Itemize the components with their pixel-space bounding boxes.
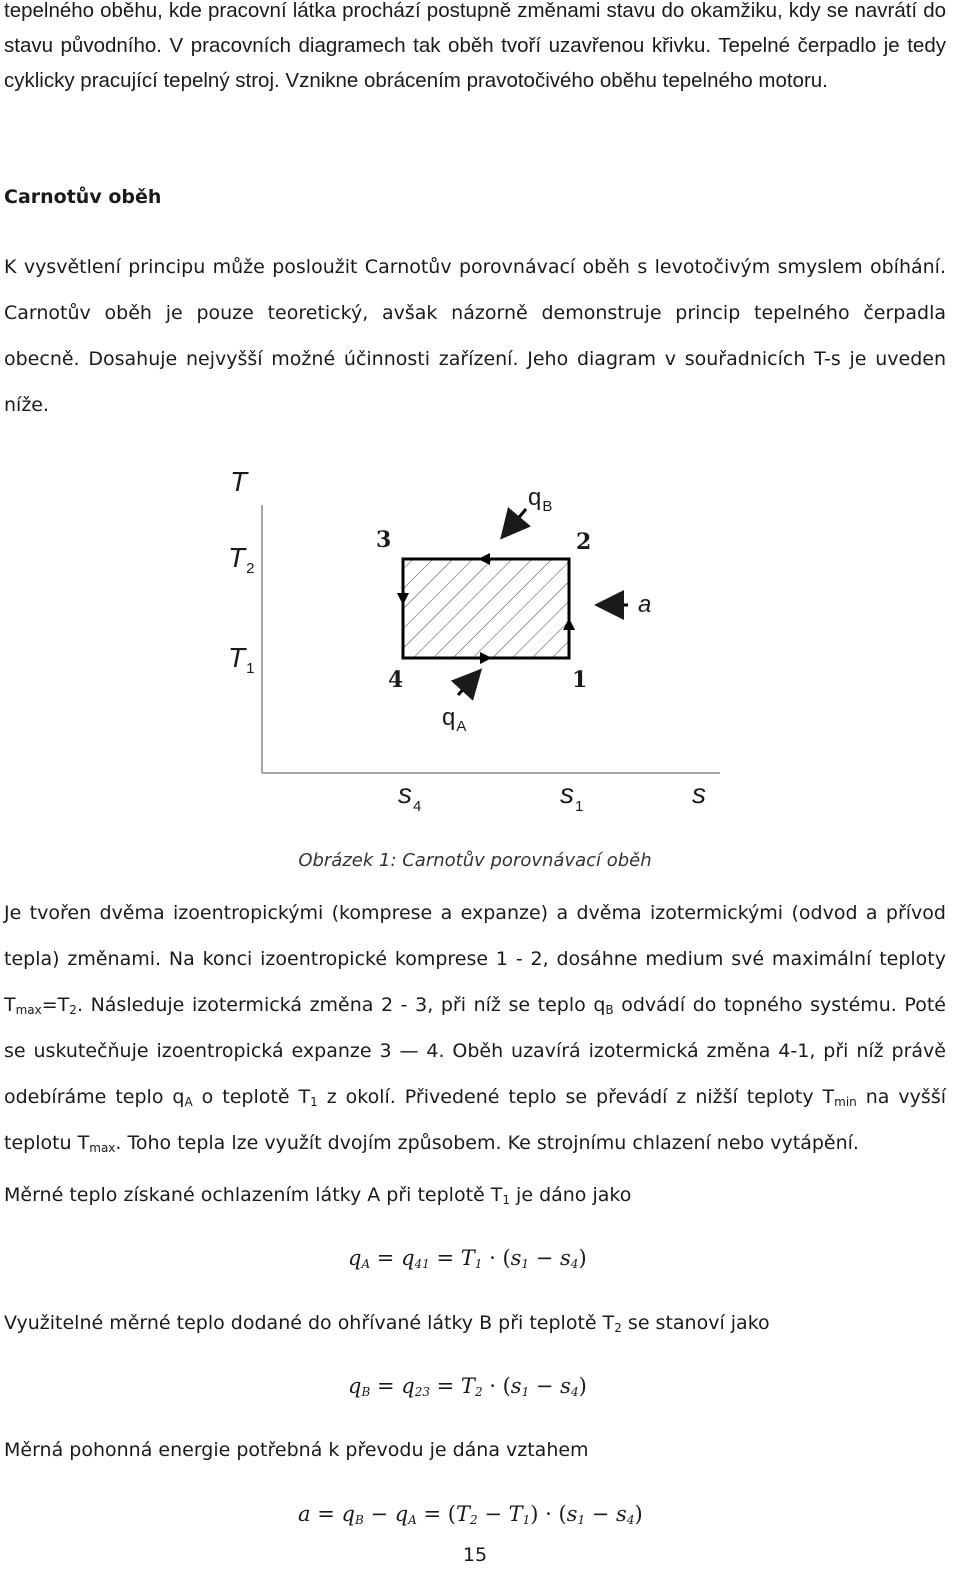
point-2: 2 (576, 529, 592, 555)
x-axis-label: s (692, 778, 706, 809)
intro-line: navrátí do stavu původního. V pracovních diagramech tak oběh tvoří uzavřenou křivku. Tepelné (4, 0, 946, 57)
section-heading: Carnotův oběh (4, 186, 162, 208)
equation-qb: $q_B = q_{23} = T_2 \cdot (s_1 - s_4)$ (348, 1374, 587, 1399)
a-label: a (638, 591, 652, 618)
drive-energy-paragraph: Měrná pohonná energie potřebná k převodu je dána vztahem (4, 1439, 589, 1461)
cooling-heat-paragraph: Měrné teplo získané ochlazením látky A při teplotě $T_1$ je dáno jako (4, 1184, 632, 1207)
intro-line: čerpadlo je tedy cyklicky pracující tepelný stroj. Vznikne obrácením pravotočivého oběhu (4, 34, 946, 92)
point-4: 4 (388, 667, 404, 693)
intro-paragraph (4, 0, 946, 98)
cycle-description-paragraph: Je tvořen dvěma izoentropickými (komprese a expanze) a dvěma izotermickými (odvod a přívod tepla) změnami. Na konci izoentropické komprese 1 - 2, dosáhne medium své maximální teploty $T_{max}=T_2$. Následuje izotermická změna 2 - 3, při níž se teplo $q_B$ odvádí do topného systému. Poté se uskutečňuje izoentropická expanze 3 — 4. Oběh uzavírá izotermická změna 4-1, při níž právě odebíráme teplo $q_A$ o teplotě $T_1$ z okolí. Přivedené teplo se převádí z nižší teploty $T_{min}$ na vyšší teplotu $T_{max}$. Toho tepla lze využít dvojím způsobem. Ke strojnímu chlazení nebo vytápění. (4, 902, 946, 1155)
point-1: 1 (572, 667, 588, 693)
figure-caption: Obrázek 1: Carnotův porovnávací oběh (298, 850, 652, 871)
equation-a: $a = q_B - q_A = (T_2 - T_1) \cdot (s_1 - s_4)$ (298, 1502, 643, 1527)
page-number: 15 (462, 1544, 488, 1566)
carnot-ts-diagram (220, 455, 740, 835)
t1-label: $T_1$ (228, 642, 255, 677)
cycle-area (403, 559, 569, 658)
s4-label: $s_4$ (398, 778, 422, 815)
section-paragraph: K vysvětlení principu může posloužit Carnotův porovnávací oběh s levotočivým smyslem obíhání. Carnotův oběh je pouze teoretický, avšak názorně demonstruje princip tepelného čerpadla obecně. Dosahuje nejvyšší možné účinnosti zařízení. Jeho diagram v souřadnicích T-s je uveden níže. (4, 256, 946, 416)
qb-label: $q_B$ (528, 484, 553, 515)
t2-label: $T_2$ (228, 542, 255, 577)
y-axis-label: T (230, 466, 248, 497)
point-3: 3 (376, 527, 392, 553)
qa-label: $q_A$ (442, 704, 467, 735)
s1-label: $s_1$ (560, 778, 584, 815)
equation-qa: $q_A = q_{41} = T_1 \cdot (s_1 - s_4)$ (348, 1246, 587, 1271)
intro-line: tepelného motoru. (662, 69, 828, 92)
qb-arrow (504, 509, 526, 535)
qa-arrow (458, 673, 478, 695)
intro-line: tepelného oběhu, kde pracovní látka prochází postupně změnami stavu do okamžiku, kdy se (4, 0, 849, 22)
useful-heat-paragraph: Využitelné měrné teplo dodané do ohřívané látky B při teplotě $T_2$ se stanoví jako (4, 1312, 770, 1335)
